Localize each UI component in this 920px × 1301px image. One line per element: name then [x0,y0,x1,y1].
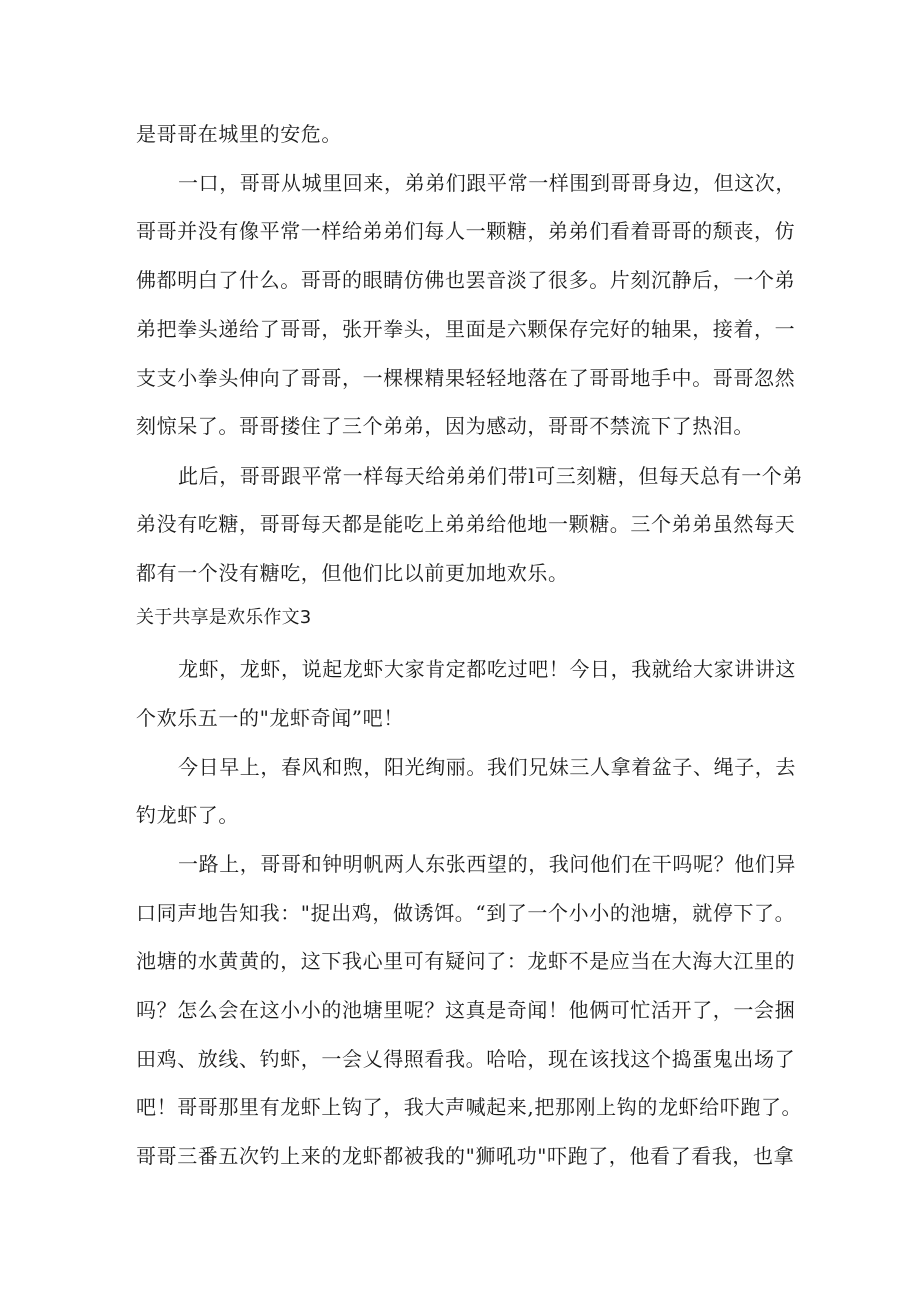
text-line: 弟没有吃糖，哥哥每天都是能吃上弟弟给他地一颗糖。三个弟弟虽然每天 [136,512,796,536]
text-line: 哥哥三番五次钓上来的龙虾都被我的"狮吼功"吓跑了，他看了看我，也拿 [136,1144,795,1168]
text-line: 钓龙虾了。 [136,803,239,827]
text-line: 哥哥并没有像平常一样给弟弟们每人一颗糖，弟弟们看着哥哥的颓丧，仿 [136,219,796,243]
text-line: 个欢乐五一的"龙虾奇闻”吧！ [136,706,404,730]
text-line: 刻惊呆了。哥哥搂住了三个弟弟，因为感动，哥哥不禁流下了热泪。 [136,414,754,438]
text-line: 吗？怎么会在这小小的池塘里呢？这真是奇闻！他俩可忙活开了，一会捆 [136,998,796,1022]
text-line: 支支小拳头伸向了哥哥，一棵棵精果轻轻地落在了哥哥地手中。哥哥忽然 [136,366,796,390]
text-line: 都有一个没有糖吃，但他们比以前更加地欢乐。 [136,561,569,585]
section-heading: 关于共享是欢乐作文3 [136,607,312,628]
text-line: 吧！哥哥那里有龙虾上钩了，我大声喊起来,把那刚上钩的龙虾给吓跑了。 [136,1095,803,1119]
text-line: 弟把拳头递给了哥哥，张开拳头，里面是六颗保存完好的轴果，接着，一 [136,317,796,341]
text-line: 池塘的水黄黄的，这下我心里可有疑问了：龙虾不是应当在大海大江里的 [136,949,796,973]
text-line: 佛都明白了什么。哥哥的眼睛仿佛也罢音淡了很多。片刻沉静后，一个弟 [136,268,796,292]
text-line: 田鸡、放线、钓虾，一会乂得照看我。哈哈，现在该找这个捣蛋鬼出场了 [136,1047,796,1071]
text-line: 此后，哥哥跟平常一样每天给弟弟们带l可三刻糖，但每天总有一个弟 [178,464,803,488]
text-line: 一口，哥哥从城里回来，弟弟们跟平常一样围到哥哥身边，但这次， [178,171,796,195]
text-line: 是哥哥在城里的安危。 [136,122,342,146]
text-line: 龙虾，龙虾，说起龙虾大家肯定都吃过吧！今日，我就给大家讲讲这 [178,657,796,681]
text-line: 一路上，哥哥和钟明帆两人东张西望的，我问他们在干吗呢？他们异 [178,852,796,876]
text-line: 今日早上，春风和煦，阳光绚丽。我们兄妹三人拿着盆子、绳子，去 [178,755,796,779]
text-line: 口同声地告知我："捉出鸡，做诱饵。“到了一个小小的池塘，就停下了。 [136,901,796,925]
